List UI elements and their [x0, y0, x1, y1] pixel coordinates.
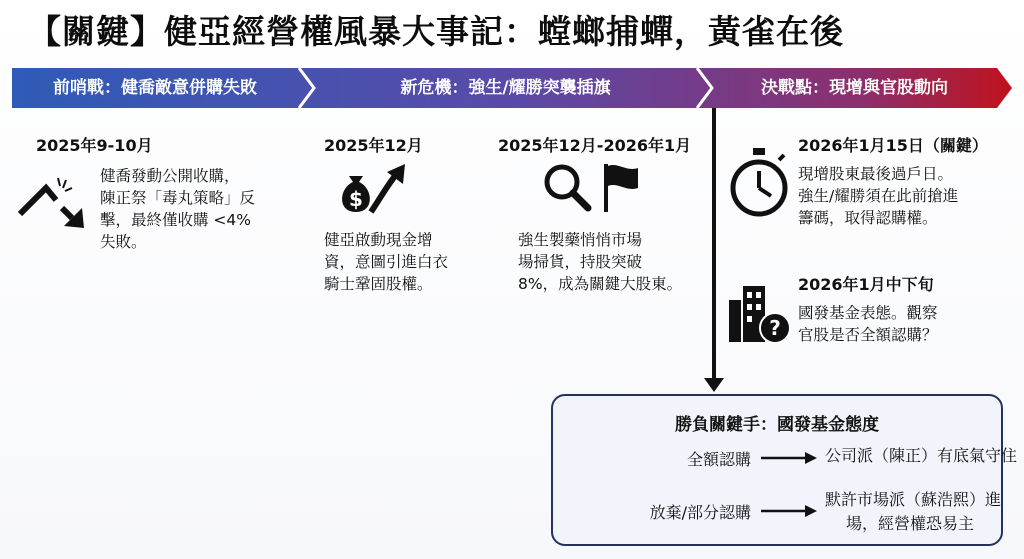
event-1-desc [100, 165, 290, 253]
event-2-line: 騎士鞏固股權。 [324, 275, 433, 293]
timeline-arrowhead [704, 378, 724, 392]
event-4-date: 2026年1月15日（關鍵） [798, 136, 988, 155]
page-title: 【關鍵】健亞經營權風暴大事記：螳螂捕蟬，黃雀在後 [28, 12, 844, 51]
event-1-line: 擊，最終僅收購 <4% [100, 211, 252, 229]
event-4-line: 籌碼，取得認購權。 [798, 209, 938, 227]
money-bag-up-icon [335, 160, 415, 216]
event-4-line: 現增股東最後過戶日。 [798, 165, 954, 183]
event-2-line: 健亞啟動現金增 [324, 231, 433, 249]
svg-text:?: ? [769, 316, 781, 340]
event-4-desc [798, 163, 1013, 229]
key-factor-box [551, 394, 1018, 546]
key-row-1-outcome [825, 444, 1018, 468]
event-3-date: 2025年12月-2026年1月 [498, 136, 692, 155]
key-row-2-outcome [765, 488, 1002, 536]
event-3-desc [518, 229, 708, 295]
key-row-2-outcome-line: 場，經營權恐易主 [845, 514, 974, 533]
stopwatch-icon [727, 146, 791, 220]
event-1-line: 健喬發動公開收購， [100, 167, 240, 185]
magnifier-flag-icon [540, 160, 650, 218]
event-5-date: 2026年1月中下旬 [798, 275, 934, 294]
event-1-line: 陳正祭「毒丸策略」反 [100, 189, 256, 207]
phase-banner [12, 68, 1012, 108]
phase-label-3: 決戰點：現增與官股動向 [761, 78, 948, 98]
key-row-2-outcome-line: 默許市場派（蘇浩熙）進 [825, 490, 1002, 509]
phase-label-1: 前哨戰：健喬敵意併購失敗 [53, 78, 257, 98]
event-2-date: 2025年12月 [324, 136, 423, 155]
event-3-line: 8%，成為關鍵大股東。 [518, 275, 683, 293]
phase-label-2: 新危機：強生/耀勝突襲插旗 [400, 78, 611, 98]
svg-text:$: $ [349, 187, 363, 211]
key-row-1-outcome-line: 公司派（陳正）有底氣守住 [825, 446, 1018, 465]
arrow-right-icon [759, 450, 819, 466]
event-5-line: 國發基金表態。觀察 [798, 304, 938, 322]
key-box-title: 勝負關鍵手：國發基金態度 [675, 415, 879, 435]
event-3-line: 場掃貨，持股突破 [518, 253, 643, 271]
event-1-line: 失敗。 [100, 233, 147, 251]
event-4-line: 強生/耀勝須在此前搶進 [798, 187, 959, 205]
event-2-desc [324, 229, 494, 295]
event-2-line: 資，意圖引進白衣 [324, 253, 449, 271]
key-row-1-condition: 全額認購 [686, 450, 751, 469]
broken-arrow-down-icon [16, 170, 96, 232]
key-row-2-condition: 放棄/部分認購 [649, 503, 751, 522]
event-5-desc [798, 302, 1013, 346]
building-question-icon [725, 282, 793, 348]
event-3-line: 強生製藥悄悄市場 [518, 231, 643, 249]
event-5-line: 官股是否全額認購？ [798, 326, 938, 344]
event-1-date: 2025年9-10月 [36, 136, 153, 155]
timeline-axis [712, 108, 716, 380]
